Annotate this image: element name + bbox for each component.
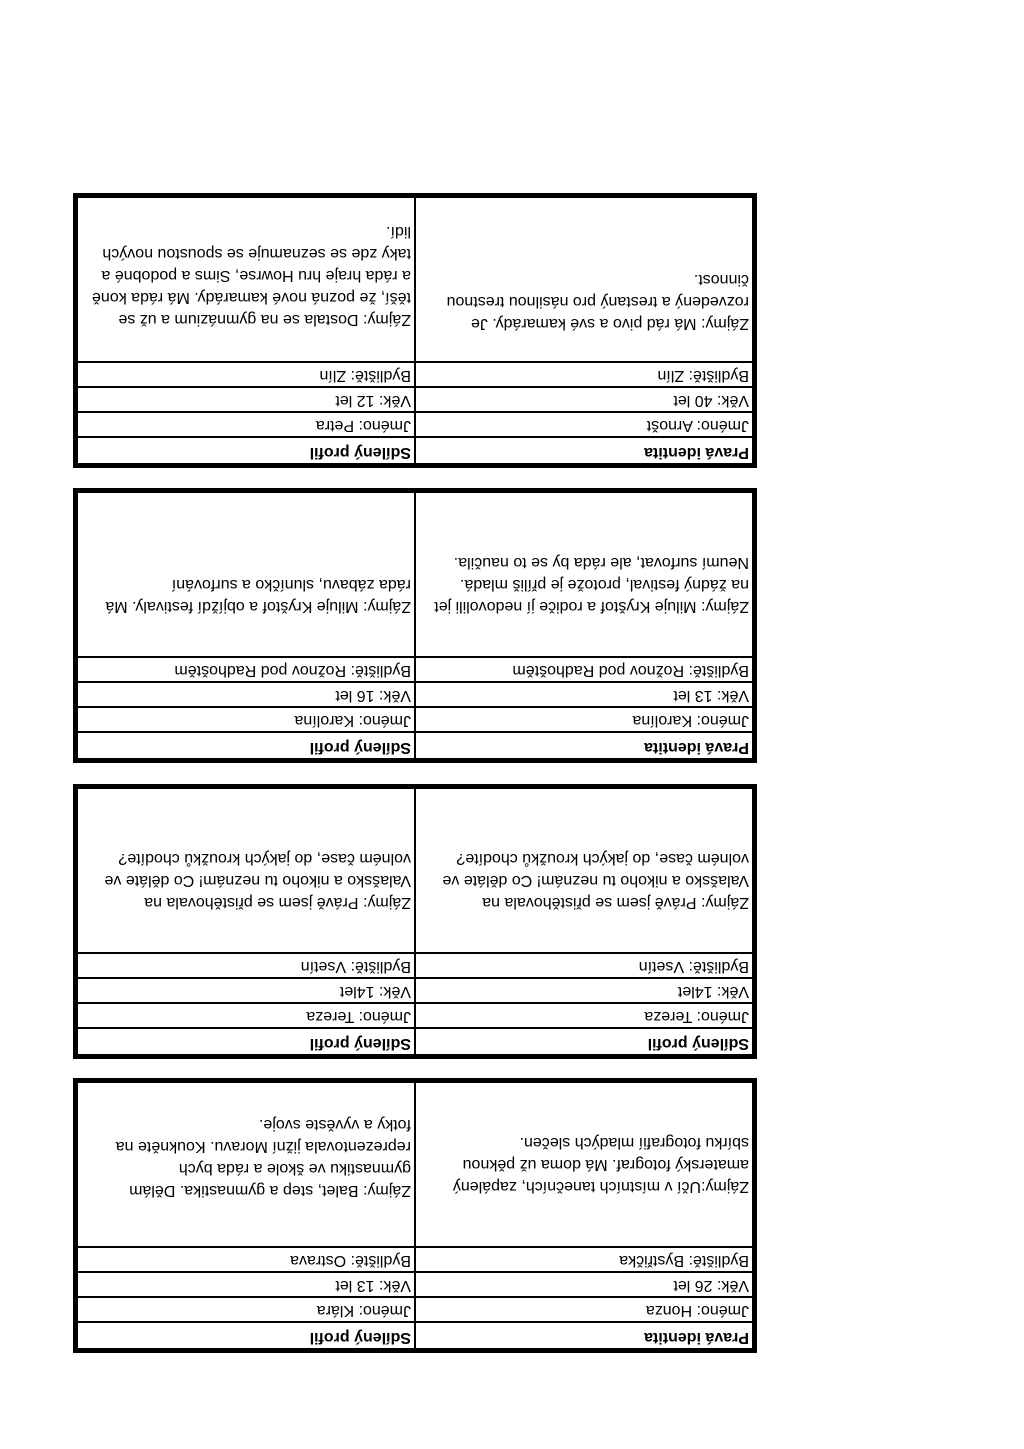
interests-cell xyxy=(78,493,414,658)
interests-cell xyxy=(416,493,752,658)
residence-field: Bydliště: Zlín xyxy=(78,363,414,388)
interests-cell xyxy=(416,198,752,363)
interests-cell xyxy=(416,1083,752,1248)
residence-field: Bydliště: Ostrava xyxy=(78,1248,414,1273)
residence-field: Bydliště: Rožnov pod Radhoštěm xyxy=(416,658,752,683)
true-identity-column xyxy=(414,493,752,758)
name-field: Jméno: Tereza xyxy=(416,1004,752,1029)
age-field: Věk: 12 let xyxy=(78,388,414,413)
interests-text: Zájmy: Právě jsem se přistěhovala na Valašsko a nikoho tu neznám! Co děláte ve volném čase, do jakých kroužků chodíte? xyxy=(442,850,749,911)
profile-card-2 xyxy=(73,488,757,763)
interests-text: Zájmy:Učí v místních tanečních, zapálený amaterský fotograf. Má doma už pěknou sbírku fotografií mladých slečen. xyxy=(452,1134,749,1195)
age-field: Věk: 13 let xyxy=(416,683,752,708)
name-field: Jméno: Arnošt xyxy=(416,413,752,438)
age-field: Věk: 40 let xyxy=(416,388,752,413)
shared-profile-column xyxy=(78,789,414,1054)
interests-cell xyxy=(78,789,414,954)
column-header: Sdílený profil xyxy=(647,1035,749,1052)
shared-profile-column xyxy=(78,1083,414,1348)
column-header: Sdílený profil xyxy=(309,1035,411,1052)
name-field: Jméno: Karolína xyxy=(416,708,752,733)
profile-card-4 xyxy=(73,1078,757,1353)
shared-profile-column-right xyxy=(414,789,752,1054)
column-header: Pravá identita xyxy=(644,739,749,756)
interests-cell xyxy=(78,1083,414,1248)
residence-field: Bydliště: Bystřička xyxy=(416,1248,752,1273)
column-header: Sdílený profil xyxy=(309,739,411,756)
profile-card-1 xyxy=(73,193,757,468)
residence-field: Bydliště: Vsetín xyxy=(416,954,752,979)
shared-profile-column xyxy=(78,493,414,758)
profile-card-3 xyxy=(73,784,757,1059)
true-identity-column xyxy=(414,1083,752,1348)
column-header: Sdílený profil xyxy=(309,1329,411,1346)
column-header: Pravá identita xyxy=(644,444,749,461)
name-field: Jméno: Honza xyxy=(416,1298,752,1323)
age-field: Věk: 16 let xyxy=(78,683,414,708)
interests-text: Zájmy: Miluje Kryštof a rodiče jí nedovolili jet na žádný festival, protože je příliš mladá. Neumí surfovat, ale ráda by se to naučila. xyxy=(434,554,749,615)
age-field: Věk: 14let xyxy=(78,979,414,1004)
residence-field: Bydliště: Zlín xyxy=(416,363,752,388)
interests-text: Zájmy: Má rád pivo a své kamarády. Je rozvedený a trestaný pro násilnou trestnou činnost. xyxy=(446,271,749,332)
column-header: Pravá identita xyxy=(644,1329,749,1346)
name-field: Jméno: Petra xyxy=(78,413,414,438)
interests-text: Zájmy: Miluje Kryštof a objíždí festivaly. Má ráda zábavu, sluníčko a surfování xyxy=(105,576,411,615)
name-field: Jméno: Karolína xyxy=(78,708,414,733)
shared-profile-column xyxy=(78,198,414,463)
interests-text: Zájmy: Balet, step a gymnastika. Dělám gymnastiku ve škole a ráda bych reprezentovala jižní Moravu. Koukněte na fotky a vyvěste svoje. xyxy=(115,1116,411,1199)
interests-text: Zájmy: Právě jsem se přistěhovala na Valašsko a nikoho tu neznám! Co děláte ve volném čase, do jakých kroužků chodíte? xyxy=(104,850,411,911)
age-field: Věk: 26 let xyxy=(416,1273,752,1298)
age-field: Věk: 14let xyxy=(416,979,752,1004)
interests-cell xyxy=(78,198,414,363)
interests-text: Zájmy: Dostala se na gymnázium a už se těší, že pozná nové kamarády. Má ráda koně a ráda hraje hru Howrse, Sims a podobné a taky zde se seznamuje se spoustou nových lidí. xyxy=(92,223,411,328)
column-header: Sdílený profil xyxy=(309,444,411,461)
name-field: Jméno: Klára xyxy=(78,1298,414,1323)
age-field: Věk: 13 let xyxy=(78,1273,414,1298)
true-identity-column xyxy=(414,198,752,463)
interests-cell xyxy=(416,789,752,954)
name-field: Jméno: Tereza xyxy=(78,1004,414,1029)
residence-field: Bydliště: Vsetín xyxy=(78,954,414,979)
residence-field: Bydliště: Rožnov pod Radhoštěm xyxy=(78,658,414,683)
